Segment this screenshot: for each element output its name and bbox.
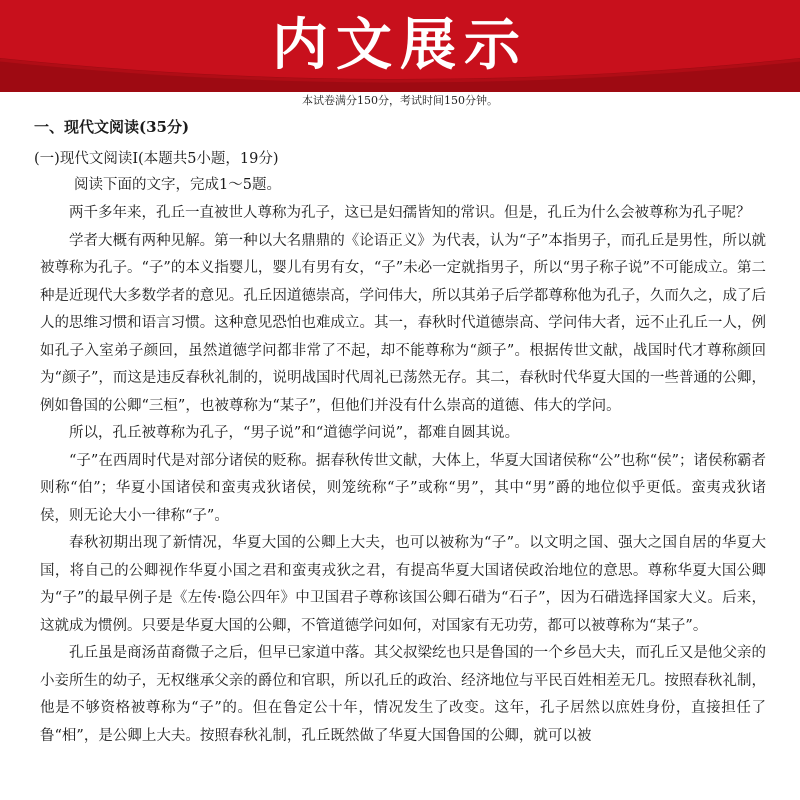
paragraph: 两千多年来，孔丘一直被世人尊称为孔子，这已是妇孺皆知的常识。但是，孔丘为什么会被尊称为孔子呢？	[69, 205, 751, 221]
banner	[0, 0, 800, 92]
reading-passage	[40, 200, 766, 750]
paragraph: 孔丘虽是商汤苗裔微子之后，但早已家道中落。其父叔梁纥也只是鲁国的一个乡邑大夫，而孔丘又是他父亲的小妾所生的幼子，无权继承父亲的爵位和官职，所以孔丘的政治、经济地位与平民百姓相差无几。按照春秋礼制，他是不够资格被尊称为“子”的。但在鲁定公十年，情况发生了改变。这年，孔子居然以庶姓身份，直接担任了鲁“相”，是公卿上大夫。按照春秋礼制，孔丘既然做了华夏大国鲁国的公卿，就可以被	[40, 645, 766, 744]
section-heading: 一、现代文阅读(35分)	[34, 118, 190, 136]
exam-intro: 本试卷满分150分，考试时间150分钟。	[302, 94, 498, 107]
paragraph: “子”在西周时代是对部分诸侯的贬称。据春秋传世文献，大体上，华夏大国诸侯称“公”也称“侯”；诸侯称霸者则称“伯”；华夏小国诸侯和蛮夷戎狄诸侯，则笼统称“子”或称“男”，其中“男”爵的地位似乎更低。蛮夷戎狄诸侯，则无论大小一律称“子”。	[40, 452, 766, 524]
paragraph: 所以，孔丘被尊称为孔子，“男子说”和“道德学问说”，都难自圆其说。	[69, 425, 520, 441]
subsection-heading: (一)现代文阅读Ⅰ(本题共5小题，19分)	[34, 151, 279, 167]
instruction-text: 阅读下面的文字，完成1～5题。	[74, 177, 281, 193]
paragraph: 学者大概有两种见解。第一种以大名鼎鼎的《论语正义》为代表，认为“子”本指男子，而孔丘是男性，所以就被尊称为孔子。“子”的本义指婴儿，婴儿有男有女，“子”未必一定就指男子，所以“男子称子说”不可能成立。第二种是近现代大多数学者的意见。孔丘因道德崇高，学问伟大，所以其弟子后学都尊称他为孔子，久而久之，成了后人的思维习惯和语言习惯。这种意见恐怕也难成立。其一，春秋时代道德崇高、学问伟大者，远不止孔丘一人，例如孔子入室弟子颜回，虽然道德学问都非常了不起，却不能尊称为“颜子”。根据传世文献，战国时代才尊称颜回为“颜子”，而这是违反春秋礼制的，说明战国时代周礼已荡然无存。其二，春秋时代华夏大国的一些普通的公卿，例如鲁国的公卿“三桓”，也被尊称为“某子”，但他们并没有什么崇高的道德、伟大的学问。	[40, 232, 766, 414]
paragraph: 春秋初期出现了新情况，华夏大国的公卿上大夫，也可以被称为“子”。以文明之国、强大之国自居的华夏大国，将自己的公卿视作华夏小国之君和蛮夷戎狄之君，有提高华夏大国诸侯政治地位的意思。尊称华夏大国公卿为“子”的最早例子是《左传·隐公四年》中卫国君子尊称该国公卿石碏为“石子”，因为石碏选择国家大义。后来，这就成为惯例。只要是华夏大国的公卿，不管道德学问如何，对国家有无功劳，都可以被尊称为“某子”。	[40, 535, 766, 634]
banner-title: 内文展示	[272, 13, 528, 78]
